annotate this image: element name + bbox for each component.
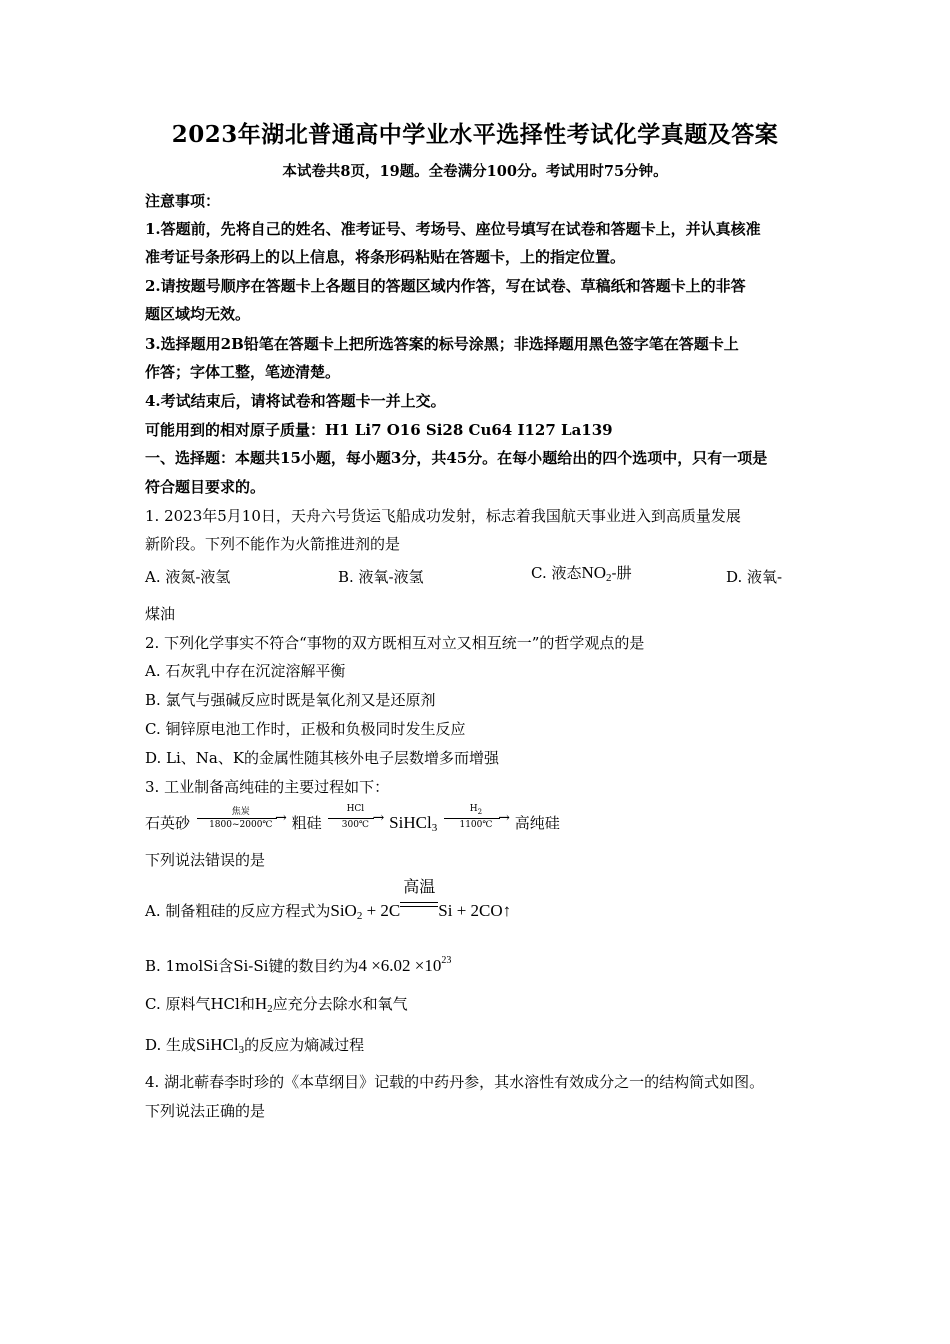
q1-option-c-suffix: -肼	[611, 564, 632, 582]
q3-option-c[interactable]: C. 原料气HCl和$H_2$应充分去除水和氧气	[145, 994, 408, 1015]
exam-info: 本试卷共8页，19题。全卷满分100分。考试用时75分钟。	[282, 163, 668, 180]
notice-line: 1.答题前，先将自己的姓名、准考证号、考场号、座位号填写在试卷和答题卡上，并认真核准	[145, 220, 761, 238]
notice-line: 3.选择题用2B铅笔在答题卡上把所选答案的标号涂黑；非选择题用黑色签字笔在答题卡上	[145, 335, 739, 353]
q1-option-c-label: C. 液态	[531, 564, 582, 582]
high-temp-condition: 高温	[400, 896, 438, 918]
no2-formula: $NO_2$	[581, 563, 612, 584]
q1-option-c[interactable]	[531, 562, 632, 584]
sio2-equation: SiO$_2$ + 2C	[330, 901, 401, 922]
h2-formula: $H_2$	[254, 994, 273, 1015]
flow-start: 石英砂	[145, 814, 191, 832]
notice-line: 2.请按题号顺序在答题卡上各题目的答题区域内作答，写在试卷、草稿纸和答题卡上的非答	[145, 277, 746, 295]
q2-option-a[interactable]: A. 石灰乳中存在沉淀溶解平衡	[145, 662, 346, 680]
notice-line: 题区域均无效。	[145, 305, 251, 323]
flow-end: 高纯硅	[514, 814, 560, 832]
q3-question: 下列说法错误的是	[145, 851, 266, 869]
flow-arrow: 焦炭 → 1800~2000℃	[195, 810, 287, 834]
q3-flow	[145, 804, 825, 834]
atomic-masses: 可能用到的相对原子质量：H1 Li7 O16 Si28 Cu64 I127 La139	[145, 421, 613, 439]
notice-line: 准考证号条形码上的以上信息，将条形码粘贴在答题卡，上的指定位置。	[145, 248, 626, 266]
flow-arrow: HCl → 300℃	[326, 810, 384, 834]
notice-line: 作答；字体工整，笔迹清楚。	[145, 363, 341, 381]
q1-option-d-wrap: 煤油	[145, 605, 176, 623]
notice-heading: 注意事项：	[145, 192, 221, 210]
flow-mid1: 粗硅	[291, 814, 322, 832]
q1-option-b[interactable]: B. 液氧-液氢	[338, 568, 424, 586]
q1-stem: 新阶段。下列不能作为火箭推进剂的是	[145, 535, 401, 553]
q2-option-b[interactable]: B. 氯气与强碱反应时既是氧化剂又是还原剂	[145, 691, 436, 709]
flow-sihcl3: SiHCl$_3$	[389, 813, 438, 834]
q3-option-a[interactable]: A. 制备粗硅的反应方程式为SiO$_2$ + 2C 高温 Si + 2CO↑	[145, 877, 512, 922]
page-title: 2023年湖北普通高中学业水平选择性考试化学真题及答案	[171, 121, 779, 148]
q2-option-c[interactable]: C. 铜锌原电池工作时，正极和负极同时发生反应	[145, 720, 466, 738]
q3-option-d[interactable]: D. 生成SiHCl$_3$的反应为熵减过程	[145, 1035, 365, 1056]
avogadro-value: $4 \times 6.02 \times 10^{23}$	[358, 955, 452, 975]
q3-stem: 3. 工业制备高纯硅的主要过程如下：	[145, 778, 390, 796]
q2-option-d[interactable]: D. Li、Na、K的金属性随其核外电子层数增多而增强	[145, 749, 500, 767]
q1-option-d[interactable]: D. 液氧-	[726, 568, 783, 586]
flow-arrow: $H_2$ → 1100℃	[442, 810, 510, 834]
q4-stem: 下列说法正确的是	[145, 1102, 266, 1120]
q2-stem: 2. 下列化学事实不符合“事物的双方既相互对立又相互统一”的哲学观点的是	[145, 634, 645, 652]
sihcl3-formula: SiHCl$_3$	[196, 1035, 245, 1056]
q1-stem: 1. 2023年5月10日，天舟六号货运飞船成功发射，标志着我国航天事业进入到高质量发展	[145, 507, 741, 525]
notice-line: 4.考试结束后，请将试卷和答题卡一并上交。	[145, 392, 446, 410]
section-heading: 一、选择题：本题共15小题，每小题3分，共45分。在每小题给出的四个选项中，只有一项是	[145, 449, 768, 467]
section-heading: 符合题目要求的。	[145, 478, 266, 496]
q3-option-b[interactable]: B. 1molSi含Si-Si键的数目约为$4 \times 6.02 \times 10^{23}$	[145, 955, 452, 975]
q1-option-a[interactable]: A. 液氮-液氢	[145, 568, 231, 586]
q4-stem: 4. 湖北蕲春李时珍的《本草纲目》记载的中药丹参，其水溶性有效成分之一的结构简式如图。	[145, 1073, 765, 1091]
